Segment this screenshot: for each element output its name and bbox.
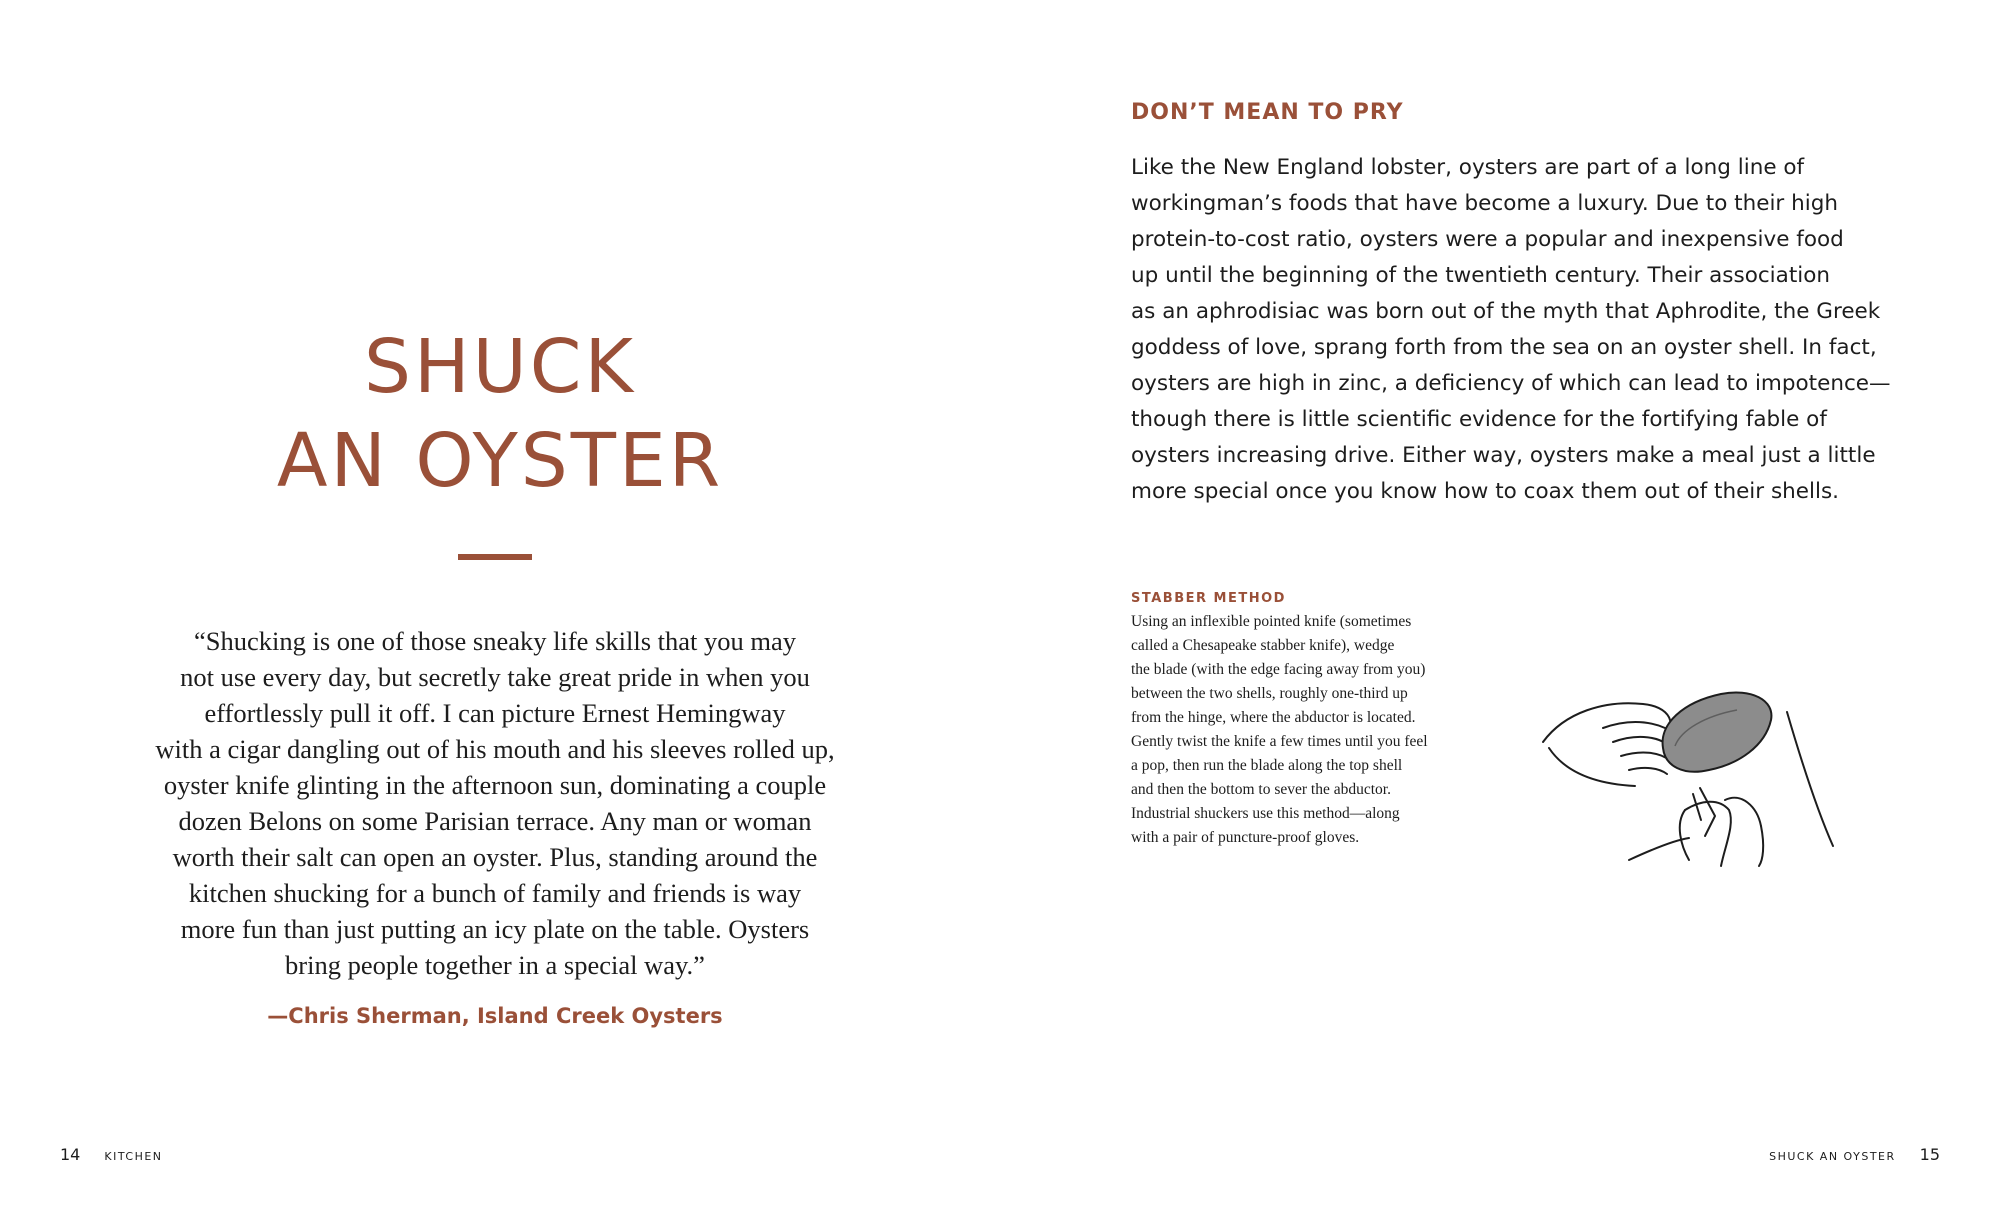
right-page [1000, 0, 2000, 1214]
method-line: Industrial shuckers use this method—along [1131, 805, 1400, 822]
running-footer-label: SHUCK AN OYSTER [1769, 1150, 1896, 1163]
body-line: workingman’s foods that have become a luxury. Due to their high [1131, 191, 1838, 216]
body-paragraph [1131, 150, 1891, 510]
left-hand-finger [1603, 722, 1665, 728]
right-hand-wrist [1787, 712, 1833, 846]
method-line: from the hinge, where the abductor is located. [1131, 709, 1416, 726]
quote-line: kitchen shucking for a bunch of family and friends is way [188, 878, 802, 908]
method-line: the blade (with the edge facing away from you) [1131, 661, 1426, 678]
quote-line: bring people together in a special way.” [285, 950, 705, 980]
quote-line: effortlessly pull it off. I can picture Ernest Hemingway [204, 698, 786, 728]
title-divider [458, 554, 532, 560]
left-hand-palm [1549, 748, 1635, 786]
quote-line: oyster knife glinting in the afternoon sun, dominating a couple [163, 770, 827, 800]
body-line: more special once you know how to coax them out of their shells. [1131, 479, 1839, 504]
body-line: Like the New England lobster, oysters are part of a long line of [1131, 155, 1805, 180]
knife-handle [1693, 794, 1701, 820]
body-line: up until the beginning of the twentieth century. Their association [1131, 263, 1831, 288]
method-title: STABBER METHOD [1131, 591, 1286, 606]
quote-line: with a cigar dangling out of his mouth and his sleeves rolled up, [155, 734, 835, 764]
running-footer-label: KITCHEN [104, 1150, 163, 1163]
footer-right [1769, 1145, 1940, 1164]
footer-left [60, 1145, 163, 1164]
quote-line: more fun than just putting an icy plate on the table. Oysters [180, 914, 810, 944]
quote-line: dozen Belons on some Parisian terrace. Any man or woman [178, 806, 812, 836]
body-line: protein-to-cost ratio, oysters were a popular and inexpensive food [1131, 227, 1844, 252]
oyster-shucking-illustration [1525, 660, 1855, 890]
body-line: oysters increasing drive. Either way, oysters make a meal just a little [1131, 443, 1876, 468]
section-heading: DON’T MEAN TO PRY [1131, 100, 1404, 125]
method-line: a pop, then run the blade along the top shell [1131, 757, 1403, 774]
right-hand-wrist [1629, 838, 1689, 860]
page-number: 15 [1919, 1145, 1940, 1164]
knife-handle [1700, 788, 1715, 836]
title-line: AN OYSTER [276, 418, 724, 504]
page-title [90, 320, 910, 508]
title-line: SHUCK [364, 324, 636, 410]
left-hand-finger [1629, 768, 1667, 774]
oyster-shell [1663, 692, 1772, 771]
quote-line: not use every day, but secretly take great pride in when you [180, 662, 810, 692]
method-description [1131, 610, 1511, 850]
left-hand-finger [1621, 753, 1669, 760]
method-line: Using an inflexible pointed knife (sometimes [1131, 613, 1412, 630]
pull-quote [95, 623, 895, 983]
body-line: goddess of love, sprang forth from the sea on an oyster shell. In fact, [1131, 335, 1877, 360]
right-hand-thumb [1680, 810, 1689, 860]
method-line: with a pair of puncture-proof gloves. [1131, 829, 1360, 846]
quote-line: “Shucking is one of those sneaky life skills that you may [193, 626, 797, 656]
body-line: oysters are high in zinc, a deficiency of which can lead to impotence— [1131, 371, 1891, 396]
page-number: 14 [60, 1145, 81, 1164]
body-line: as an aphrodisiac was born out of the myth that Aphrodite, the Greek [1131, 299, 1881, 324]
left-hand-finger [1613, 737, 1667, 744]
right-hand [1685, 802, 1731, 866]
method-line: Gently twist the knife a few times until you feel [1131, 733, 1428, 750]
method-line: between the two shells, roughly one-third up [1131, 685, 1408, 702]
right-hand-finger [1759, 826, 1763, 866]
body-line: though there is little scientific evidence for the fortifying fable of [1131, 407, 1827, 432]
quote-line: worth their salt can open an oyster. Plus, standing around the [172, 842, 818, 872]
method-line: and then the bottom to sever the abductor. [1131, 781, 1391, 798]
method-line: called a Chesapeake stabber knife), wedge [1131, 637, 1395, 654]
quote-attribution: —Chris Sherman, Island Creek Oysters [267, 1004, 723, 1028]
